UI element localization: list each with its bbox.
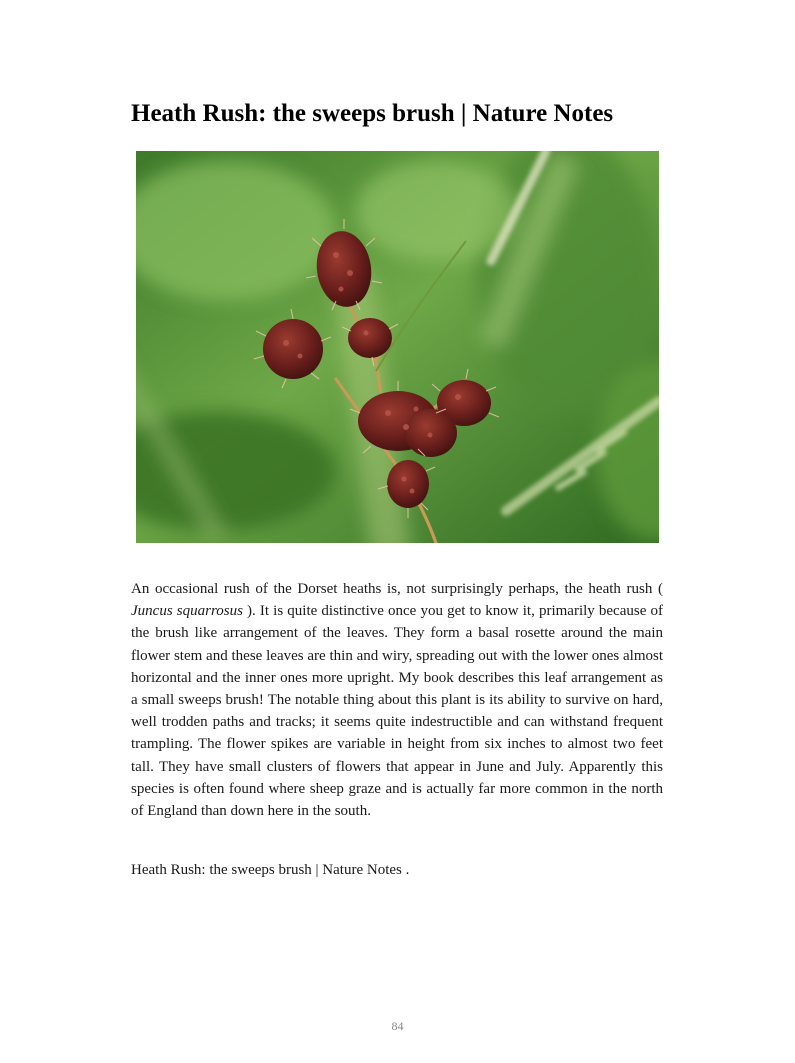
page-number: 84: [391, 1019, 404, 1033]
heath-rush-photo: [136, 151, 659, 543]
species-name: Juncus squarrosus: [131, 603, 243, 620]
paragraph-part-1: An occasional rush of the Dorset heaths is, not surprisingly perhaps, the heath rush (: [131, 581, 663, 597]
article-paragraph: [131, 578, 663, 822]
paragraph-part-2: ). It is quite distinctive once you get to know it, primarily because of the brush like arrangement of the leaves. They form a basal rosette around the main flower stem and these leaves are thin and wiry, spreading out with the lower ones almost horizontal and the inner ones more upright. My book describes this leaf arrangement as a small sweeps brush! The notable thing about this plant is its ability to survive on hard, well trodden paths and tracks; it seems quite indestructible and can withstand frequent trampling. The flower spikes are variable in height from six inches to almost two feet tall. They have small clusters of flowers that appear in June and July. Apparently this species is often found where sheep graze and is actually far more common in the north of England than down here in the south.: [131, 603, 663, 820]
source-link[interactable]: Heath Rush: the sweeps brush | Nature Notes: [131, 862, 402, 878]
page-title: Heath Rush: the sweeps brush | Nature Notes: [131, 100, 614, 127]
source-line: [131, 859, 663, 881]
source-suffix: .: [401, 862, 410, 878]
